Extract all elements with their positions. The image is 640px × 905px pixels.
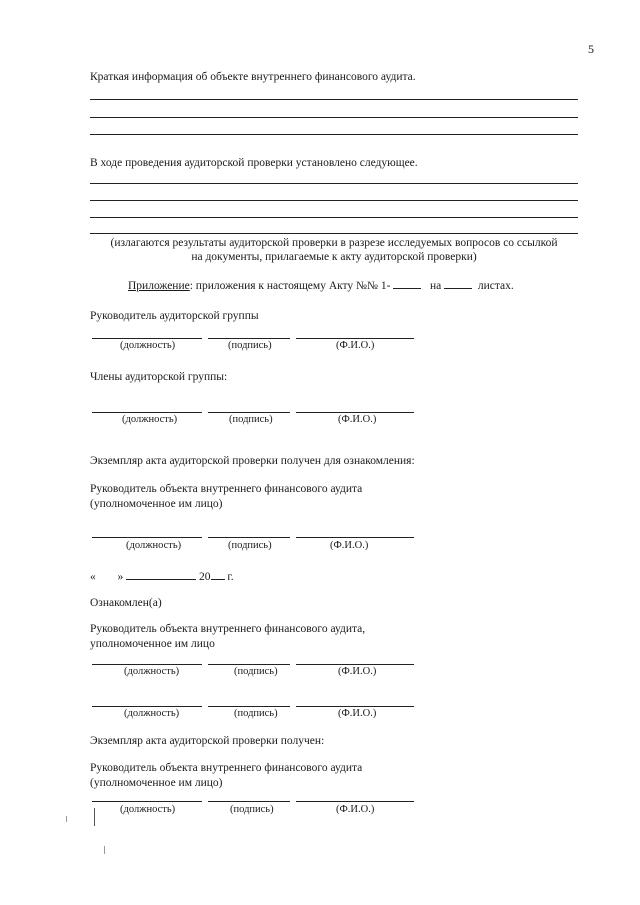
signature-caption: (подпись): [228, 340, 272, 351]
appendix-sheets-blank: [444, 278, 472, 289]
name-caption: (Ф.И.О.): [336, 340, 375, 351]
appendix-line: [128, 278, 514, 293]
date-month-blank: [126, 569, 196, 580]
appendix-text: : приложения к настоящему Акту №№ 1-: [189, 280, 391, 292]
fill-line: [90, 217, 578, 218]
results-note-line-1: (излагаются результаты аудиторской проверки в разрезе исследуемых вопросов со ссылкой: [110, 237, 558, 249]
signature-caption: (подпись): [230, 804, 274, 815]
position-caption: (должность): [120, 340, 176, 351]
position-line: [92, 537, 202, 538]
date-close-quote: »: [117, 571, 124, 583]
date-suffix: г.: [227, 571, 234, 583]
name-line: [296, 338, 414, 339]
copy-received-review-label: Экземпляр акта аудиторской проверки получен для ознакомления:: [90, 455, 415, 467]
signature-caption: (подпись): [228, 540, 272, 551]
position-line: [92, 706, 202, 707]
audit-group-members-label: Члены аудиторской группы:: [90, 371, 228, 383]
object-head3-line-2: (уполномоченное им лицо): [90, 777, 223, 789]
name-caption: (Ф.И.О.): [338, 708, 377, 719]
fill-line: [90, 183, 578, 184]
position-caption: (должность): [122, 414, 178, 425]
object-head2-line-1: Руководитель объекта внутреннего финансового аудита,: [90, 623, 366, 635]
name-caption: (Ф.И.О.): [330, 540, 369, 551]
appendix-number-blank: [393, 278, 421, 289]
signature-line: [208, 801, 290, 802]
signature-line: [208, 664, 290, 665]
signature-caption: (подпись): [234, 708, 278, 719]
fill-line: [90, 134, 578, 135]
fill-line: [90, 200, 578, 201]
position-line: [92, 338, 202, 339]
scan-mark: [104, 846, 105, 854]
name-caption: (Ф.И.О.): [338, 414, 377, 425]
signature-line: [208, 338, 290, 339]
fill-line: [90, 117, 578, 118]
page-number: 5: [588, 42, 594, 56]
name-line: [296, 412, 414, 413]
results-note-line-2: на документы, прилагаемые к акту аудиторской проверки): [191, 251, 477, 263]
signature-caption: (подпись): [234, 666, 278, 677]
scan-mark: [66, 816, 67, 822]
name-line: [296, 664, 414, 665]
signature-line: [208, 412, 290, 413]
signature-caption: (подпись): [229, 414, 273, 425]
copy-received-label: Экземпляр акта аудиторской проверки получен:: [90, 735, 325, 747]
object-head-line-2: (уполномоченное им лицо): [90, 498, 223, 510]
position-line: [92, 664, 202, 665]
object-head-line-1: Руководитель объекта внутреннего финансового аудита: [90, 483, 363, 495]
position-line: [92, 801, 202, 802]
position-caption: (должность): [120, 804, 176, 815]
audit-group-head-label: Руководитель аудиторской группы: [90, 310, 259, 322]
brief-info-heading: Краткая информация об объекте внутреннего финансового аудита.: [90, 71, 416, 83]
acquainted-label: Ознакомлен(а): [90, 597, 162, 609]
object-head3-line-1: Руководитель объекта внутреннего финансового аудита: [90, 762, 363, 774]
fill-line: [90, 233, 578, 234]
appendix-on: на: [429, 280, 442, 292]
object-head2-line-2: уполномоченное им лицо: [90, 638, 215, 650]
signature-line: [208, 537, 290, 538]
signature-line: [208, 706, 290, 707]
date-day-blank: [99, 570, 115, 580]
appendix-label: Приложение: [128, 280, 190, 292]
name-caption: (Ф.И.О.): [338, 666, 377, 677]
fill-line: [90, 99, 578, 100]
appendix-sheets: листах.: [477, 280, 514, 292]
position-caption: (должность): [124, 666, 180, 677]
position-line: [92, 412, 202, 413]
date-year-blank: [211, 569, 225, 580]
findings-heading: В ходе проведения аудиторской проверки установлено следующее.: [90, 157, 418, 169]
position-caption: (должность): [126, 540, 182, 551]
name-line: [296, 706, 414, 707]
scan-mark: [94, 808, 95, 826]
date-year: 20: [199, 571, 211, 583]
name-line: [296, 801, 414, 802]
date-open-quote: «: [90, 571, 96, 583]
name-line: [296, 537, 414, 538]
position-caption: (должность): [124, 708, 180, 719]
name-caption: (Ф.И.О.): [336, 804, 375, 815]
date-line: [90, 569, 234, 584]
